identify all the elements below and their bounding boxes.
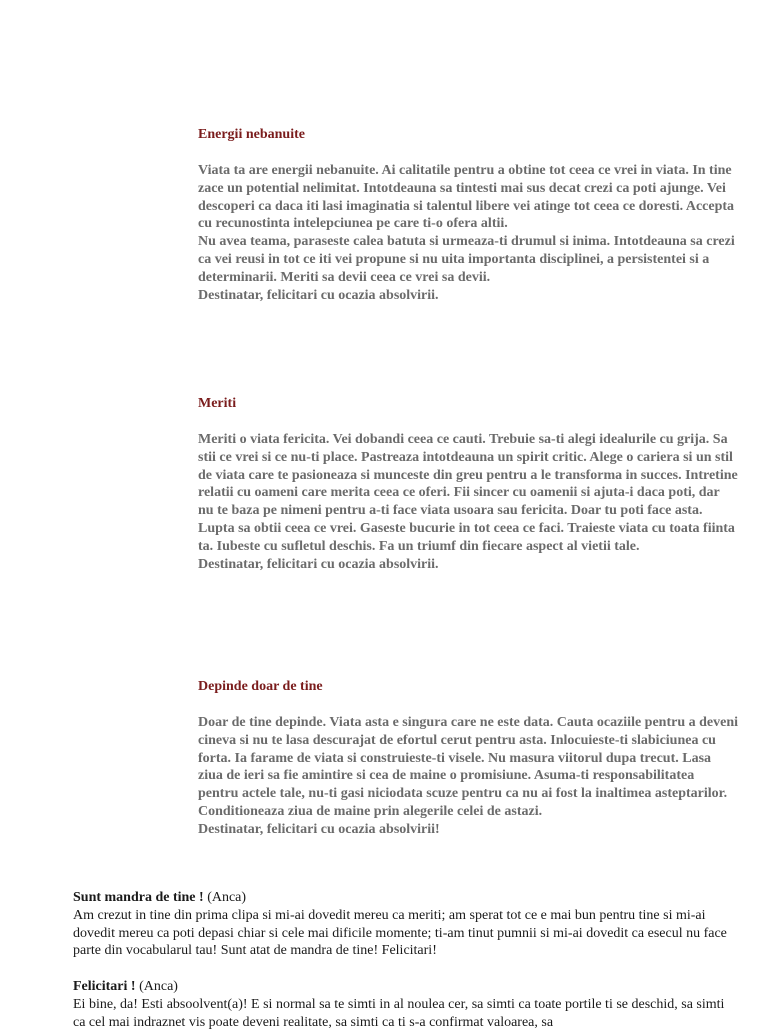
section-title: Meriti (198, 396, 237, 411)
section-body: Doar de tine depinde. Viata asta e singura care ne este data. Cauta ocaziile pentru a deveni cineva si nu te lasa descurajat de efortul cerut pentru asta. Inlocuieste-ti slabiciunea cu forta. Ia farame de viata si construieste-ti visele. Nu masura viitorul dupa trecut. Lasa ziua de ieri sa fie amintire si cea de maine o promisiune. Asuma-ti responsabilitatea pentru actele tale, nu-ti gasi niciodata scuze pentru ca nu ai fost la inaltimea asteptarilor. Conditioneaza ziua de maine prin alegerile celei de astazi. Destinatar, felicitari cu ocazia absolvirii! (198, 715, 739, 837)
section-body: Meriti o viata fericita. Vei dobandi ceea ce cauti. Trebuie sa-ti alegi idealurile cu grija. Sa stii ce vrei si ce nu-ti place. Pastreaza intotdeauna un spirit critic. Alege o cariera si un stil de viata care te pasioneaza si munceste din greu pentru a le transforma in succes. Intretine relatii cu oameni care merita ceea ce oferi. Fii sincer cu oamenii si ajuta-i daca poti, dar nu te baza pe nimeni pentru a-ti face viata usoara sau fericita. Doar tu poti face asta. Lupta sa obtii ceea ce vrei. Gaseste bucurie in tot ceea ce faci. Traieste viata cu toata fiinta ta. Iubeste cu sufletul deschis. Fa un triumf din fiecare aspect al vietii tale. Destinatar, felicitari cu ocazia absolvirii. (198, 432, 738, 572)
section-energii-nebanuite (198, 126, 738, 304)
message-felicitari (73, 978, 733, 1031)
section-body: Viata ta are energii nebanuite. Ai calitatile pentru a obtine tot ceea ce vrei in viata. In tine zace un potential nelimitat. Intotdeauna sa tintesti mai sus decat crezi ca poti ajunge. Vei descoperi ca daca iti lasi imaginatia si talentul libere vei atinge tot ceea ce doresti. Accepta cu recunostinta intelepciunea pe care ti-o ofera altii. Nu avea teama, paraseste calea batuta si urmeaza-ti drumul si inima. Intotdeauna sa crezi ca vei reusi in tot ce iti vei propune si nu uita importanta disciplinei, a persistentei si a determinarii. Meriti sa devii ceea ce vrei sa devii. Destinatar, felicitari cu ocazia absolvirii. (198, 163, 735, 303)
message-sunt-mandra (73, 889, 733, 960)
message-body: Ei bine, da! Esti absoolvent(a)! E si normal sa te simti in al noulea cer, sa simti ca toate portile ti se deschid, sa simti ca cel mai indraznet vis poate deveni realitate, sa simti ca ti s-a confirmat valoarea, sa (73, 996, 725, 1030)
message-title: Felicitari ! (73, 979, 136, 994)
section-title: Depinde doar de tine (198, 679, 323, 694)
message-heading (73, 889, 733, 907)
message-heading (73, 978, 733, 996)
message-author: (Anca) (207, 890, 247, 905)
message-body: Am crezut in tine din prima clipa si mi-ai dovedit mereu ca meriti; am sperat tot ce e mai bun pentru tine si mi-ai dovedit mereu ca poti depasi chiar si cele mai dificile momente; ti-am tinut pumnii si mi-ai dovedit ca esecul nu face parte din vocabularul tau! Sunt atat de mandra de tine! Felicitari! (73, 907, 727, 959)
section-meriti (198, 395, 738, 573)
message-title: Sunt mandra de tine ! (73, 890, 204, 905)
section-depinde-doar-de-tine (198, 678, 738, 839)
section-title: Energii nebanuite (198, 127, 305, 142)
message-author: (Anca) (139, 979, 178, 994)
